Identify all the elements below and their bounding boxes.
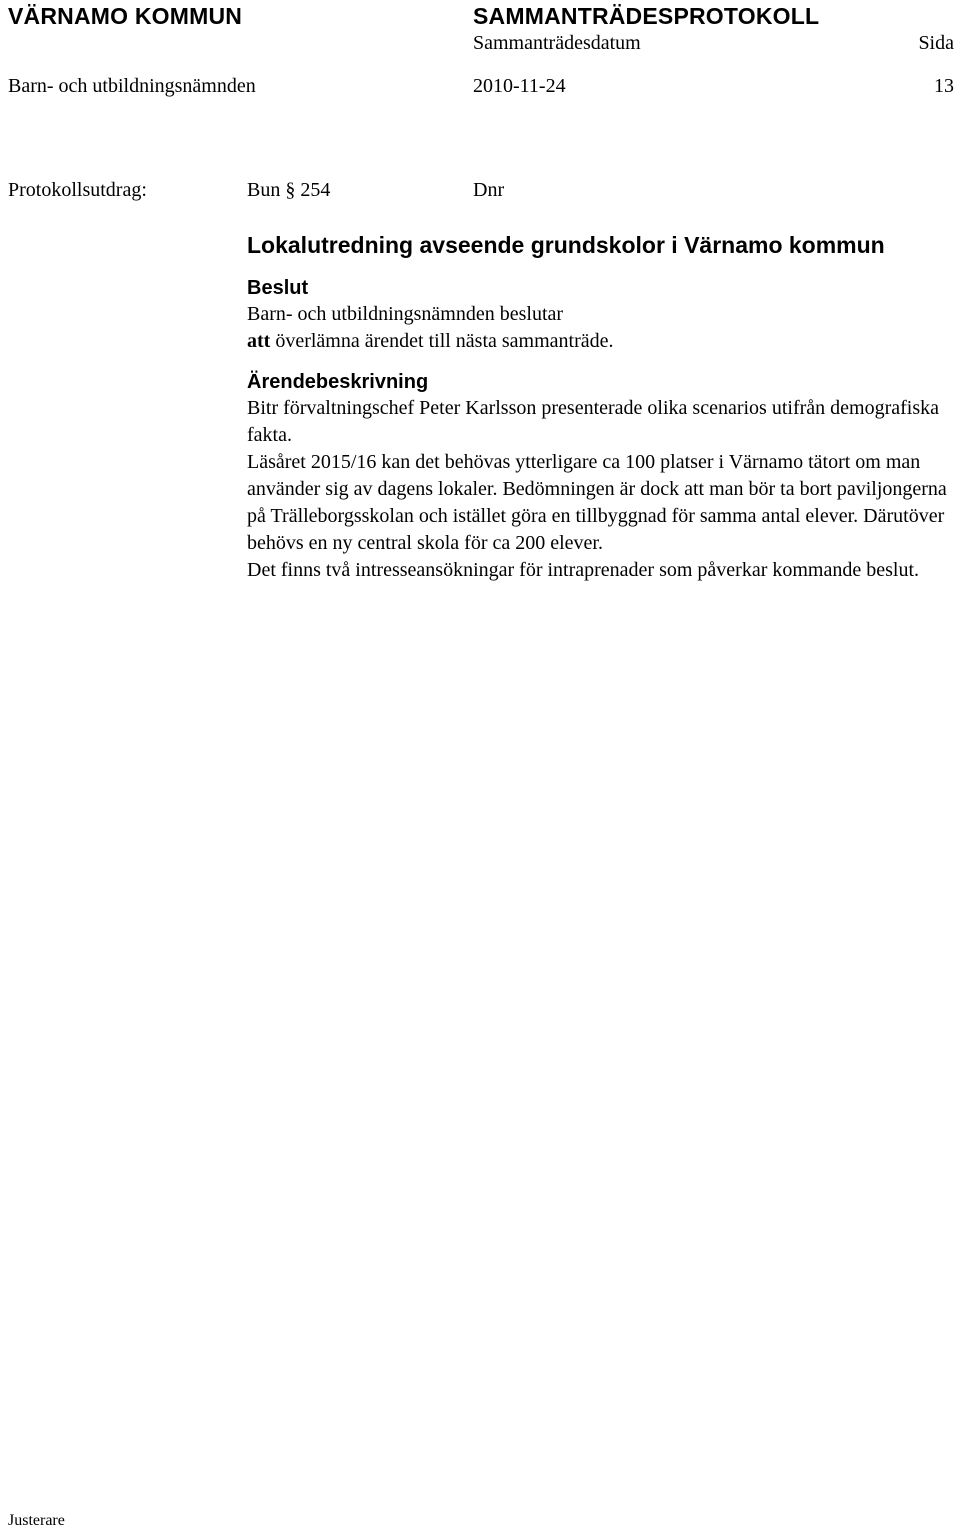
description-paragraph: Läsåret 2015/16 kan det behövas ytterligare ca 100 platser i Värnamo tätort om man använder sig av dagens lokaler. Bedömningen är dock att man bör ta bort paviljongerna på Trälleborgsskolan och istället göra en tillbyggnad för samma antal elever. Därutöver behövs en ny central skola för ca 200 elever. bbox=[247, 451, 947, 554]
decision-heading: Beslut bbox=[247, 277, 309, 299]
att-keyword: att bbox=[247, 330, 271, 352]
meeting-date-label: Sammanträdesdatum bbox=[473, 32, 641, 54]
document-type: SAMMANTRÄDESPROTOKOLL bbox=[473, 3, 820, 29]
paragraph-reference: Bun § 254 bbox=[247, 179, 331, 201]
description-paragraph: Bitr förvaltningschef Peter Karlsson presenterade olika scenarios utifrån demografiska fakta. bbox=[247, 397, 939, 446]
page-label: Sida bbox=[918, 32, 954, 54]
page-number: 13 bbox=[934, 75, 954, 97]
protocol-content bbox=[247, 230, 952, 584]
board-name: Barn- och utbildningsnämnden bbox=[8, 75, 256, 97]
description-paragraph: Det finns två intresseansökningar för intraprenader som påverkar kommande beslut. bbox=[247, 559, 920, 581]
description-heading: Ärendebeskrivning bbox=[247, 371, 429, 393]
case-title: Lokalutredning avseende grundskolor i Värnamo kommun bbox=[247, 232, 885, 258]
protocol-extract-label: Protokollsutdrag: bbox=[8, 179, 147, 201]
decision-att-line bbox=[247, 328, 952, 355]
organization-name: VÄRNAMO KOMMUN bbox=[8, 3, 243, 29]
meeting-date: 2010-11-24 bbox=[473, 75, 566, 97]
dnr-label: Dnr bbox=[473, 179, 505, 201]
decision-line: Barn- och utbildningsnämnden beslutar bbox=[247, 303, 564, 325]
decision-att-text: överlämna ärendet till nästa sammanträde. bbox=[270, 330, 614, 352]
adjuster-label: Justerare bbox=[8, 1512, 65, 1529]
